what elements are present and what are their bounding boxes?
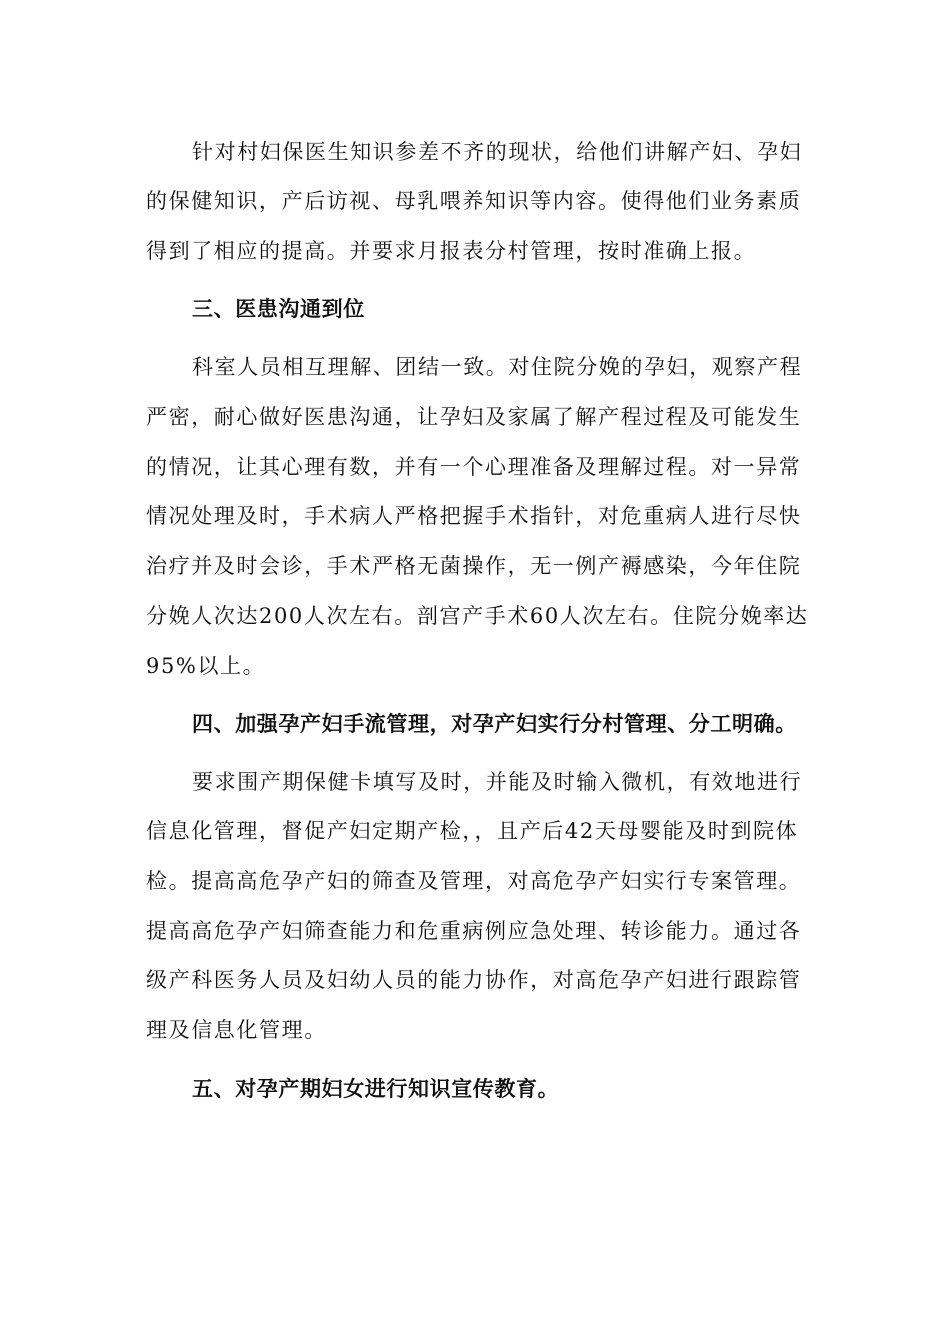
paragraph-line: 分娩人次达200人次左右。剖宫产手术60人次左右。住院分娩率达 — [146, 604, 809, 628]
paragraph-line: 严密，耐心做好医患沟通，让孕妇及家属了解产程过程及可能发生 — [146, 405, 802, 429]
section-heading: 四、加强孕产妇手流管理，对孕产妇实行分村管理、分工明确。 — [192, 712, 797, 736]
section-heading: 三、医患沟通到位 — [192, 297, 365, 321]
paragraph-line: 针对村妇保医生知识参差不齐的现状，给他们讲解产妇、孕妇 — [192, 140, 803, 164]
paragraph-line: 的保健知识，产后访视、母乳喂养知识等内容。使得他们业务素质 — [146, 189, 802, 213]
section-heading: 五、对孕产期妇女进行知识宣传教育。 — [192, 1077, 560, 1101]
paragraph-line: 理及信息化管理。 — [146, 1018, 327, 1042]
paragraph-line: 要求围产期保健卡填写及时，并能及时输入微机，有效地进行 — [192, 770, 803, 794]
paragraph-line: 治疗并及时会诊，手术严格无菌操作，无一例产褥感染，今年住院 — [146, 554, 802, 578]
paragraph-line: 提高高危孕产妇筛查能力和危重病例应急处理、转诊能力。通过各 — [146, 919, 802, 943]
paragraph-line: 情况处理及时，手术病人严格把握手术指针，对危重病人进行尽快 — [146, 504, 802, 528]
paragraph-line: 的情况，让其心理有数，并有一个心理准备及理解过程。对一异常 — [146, 455, 802, 479]
paragraph-line: 95%以上。 — [146, 654, 266, 678]
paragraph-line: 检。提高高危孕产妇的筛查及管理，对高危孕产妇实行专案管理。 — [146, 869, 802, 893]
paragraph-line: 得到了相应的提高。并要求月报表分村管理，按时准确上报。 — [146, 239, 757, 263]
paragraph-line: 级产科医务人员及妇幼人员的能力协作，对高危孕产妇进行跟踪管 — [146, 968, 802, 992]
paragraph-line: 信息化管理，督促产妇定期产检，，且产后42天母婴能及时到院体 — [146, 819, 799, 843]
paragraph-line: 科室人员相互理解、团结一致。对住院分娩的孕妇，观察产程 — [192, 355, 803, 379]
